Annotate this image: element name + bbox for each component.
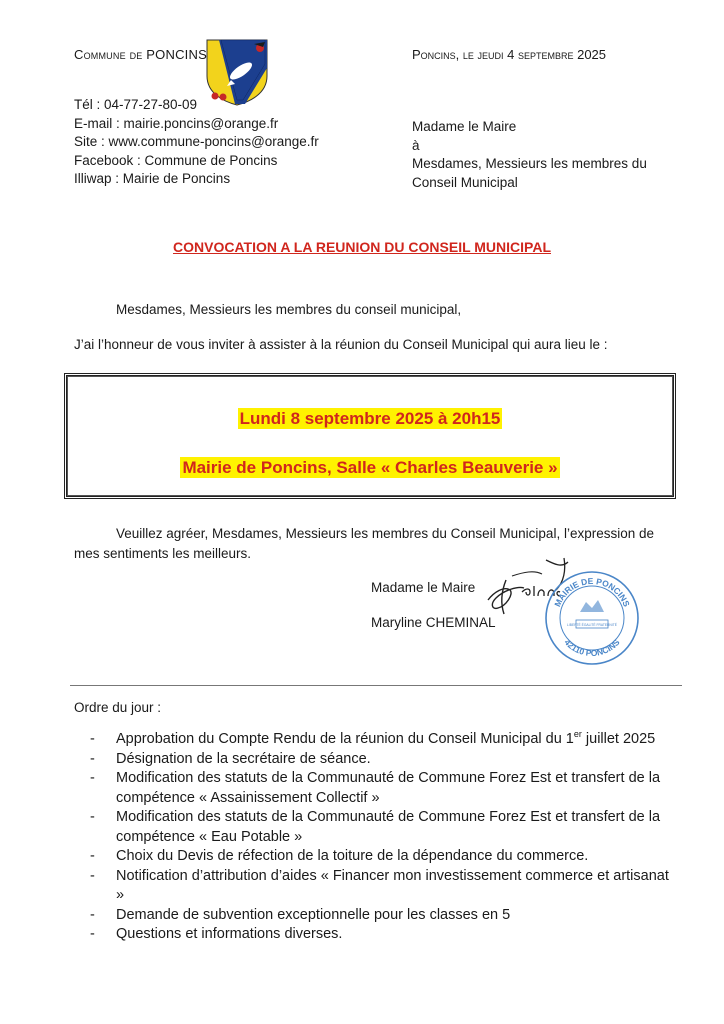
to-word: à	[412, 137, 420, 153]
commune-name: Commune de PONCINS	[74, 47, 207, 62]
recipient-line-2: Conseil Municipal	[412, 174, 518, 190]
contact-block	[74, 96, 319, 189]
agenda-item: - Désignation de la secrétaire de séance.	[90, 750, 670, 770]
meeting-datetime: Lundi 8 septembre 2025 à 20h15	[239, 409, 501, 428]
agenda-item: - Notification d’attribution d’aides « Financer mon investissement commerce et artisanat »	[90, 867, 670, 906]
agenda-item: - Demande de subvention exceptionnelle pour les classes en 5	[90, 906, 670, 926]
agenda-heading: Ordre du jour :	[74, 700, 162, 715]
agenda-item: - Modification des statuts de la Communauté de Commune Forez Est et transfert de la compétence « Assainissement Collectif »	[90, 769, 670, 808]
section-divider	[70, 685, 682, 686]
agenda-item: - Choix du Devis de réfection de la toiture de la dépendance du commerce.	[90, 847, 670, 867]
official-stamp	[542, 568, 642, 668]
meeting-datetime-row	[67, 409, 673, 429]
agenda-item	[90, 730, 670, 750]
recipient-line-1: Mesdames, Messieurs les membres du	[412, 156, 647, 171]
signatory-name: Maryline CHEMINAL	[371, 615, 496, 630]
agenda-item: - Modification des statuts de la Communauté de Commune Forez Est et transfert de la compétence « Eau Potable »	[90, 808, 670, 847]
recipient-block	[412, 118, 647, 192]
illiwap: Illiwap : Mairie de Poncins	[74, 171, 231, 186]
facebook: Facebook : Commune de Poncins	[74, 152, 278, 168]
phone-number: Tél : 04-77-27-80-09	[74, 97, 198, 112]
place-date: Poncins, le jeudi 4 septembre 2025	[412, 47, 607, 62]
meeting-venue-row	[67, 458, 673, 478]
stamp-top-text: MAIRIE DE PONCINS	[552, 575, 632, 609]
closing-formula: Veuillez agréer, Mesdames, Messieurs les membres du Conseil Municipal, l’expression de mes sentiments les meilleurs.	[74, 526, 654, 561]
website: Site : www.commune-poncins@orange.fr	[74, 134, 319, 149]
meeting-details-box	[64, 373, 676, 499]
convocation-title: CONVOCATION A LA REUNION DU CONSEIL MUNICIPAL	[173, 239, 551, 255]
stamp-center-text: LIBERTÉ ÉGALITÉ FRATERNITÉ	[567, 623, 617, 627]
stamp-bottom-text: 42110 PONCINS	[562, 637, 622, 659]
email-address: E-mail : mairie.poncins@orange.fr	[74, 115, 279, 131]
svg-text:42110 PONCINS	[562, 637, 621, 658]
signatory-title: Madame le Maire	[371, 580, 476, 595]
agenda-item-1-end: juillet 2025	[581, 731, 656, 747]
invitation-line: J’ai l’honneur de vous inviter à assister à la réunion du Conseil Municipal qui aura lieu le :	[74, 337, 608, 352]
agenda-item-1-text: Approbation du Compte Rendu de la réunion du Conseil Municipal du 1	[116, 731, 574, 747]
salutation: Mesdames, Messieurs les membres du conseil municipal,	[116, 302, 462, 317]
agenda-item-1-superscript: er	[573, 729, 582, 740]
meeting-venue: Mairie de Poncins, Salle « Charles Beauverie »	[182, 458, 558, 477]
agenda-list	[90, 730, 670, 945]
sender-title: Madame le Maire	[412, 119, 517, 134]
agenda-item: - Questions et informations diverses.	[90, 925, 670, 945]
